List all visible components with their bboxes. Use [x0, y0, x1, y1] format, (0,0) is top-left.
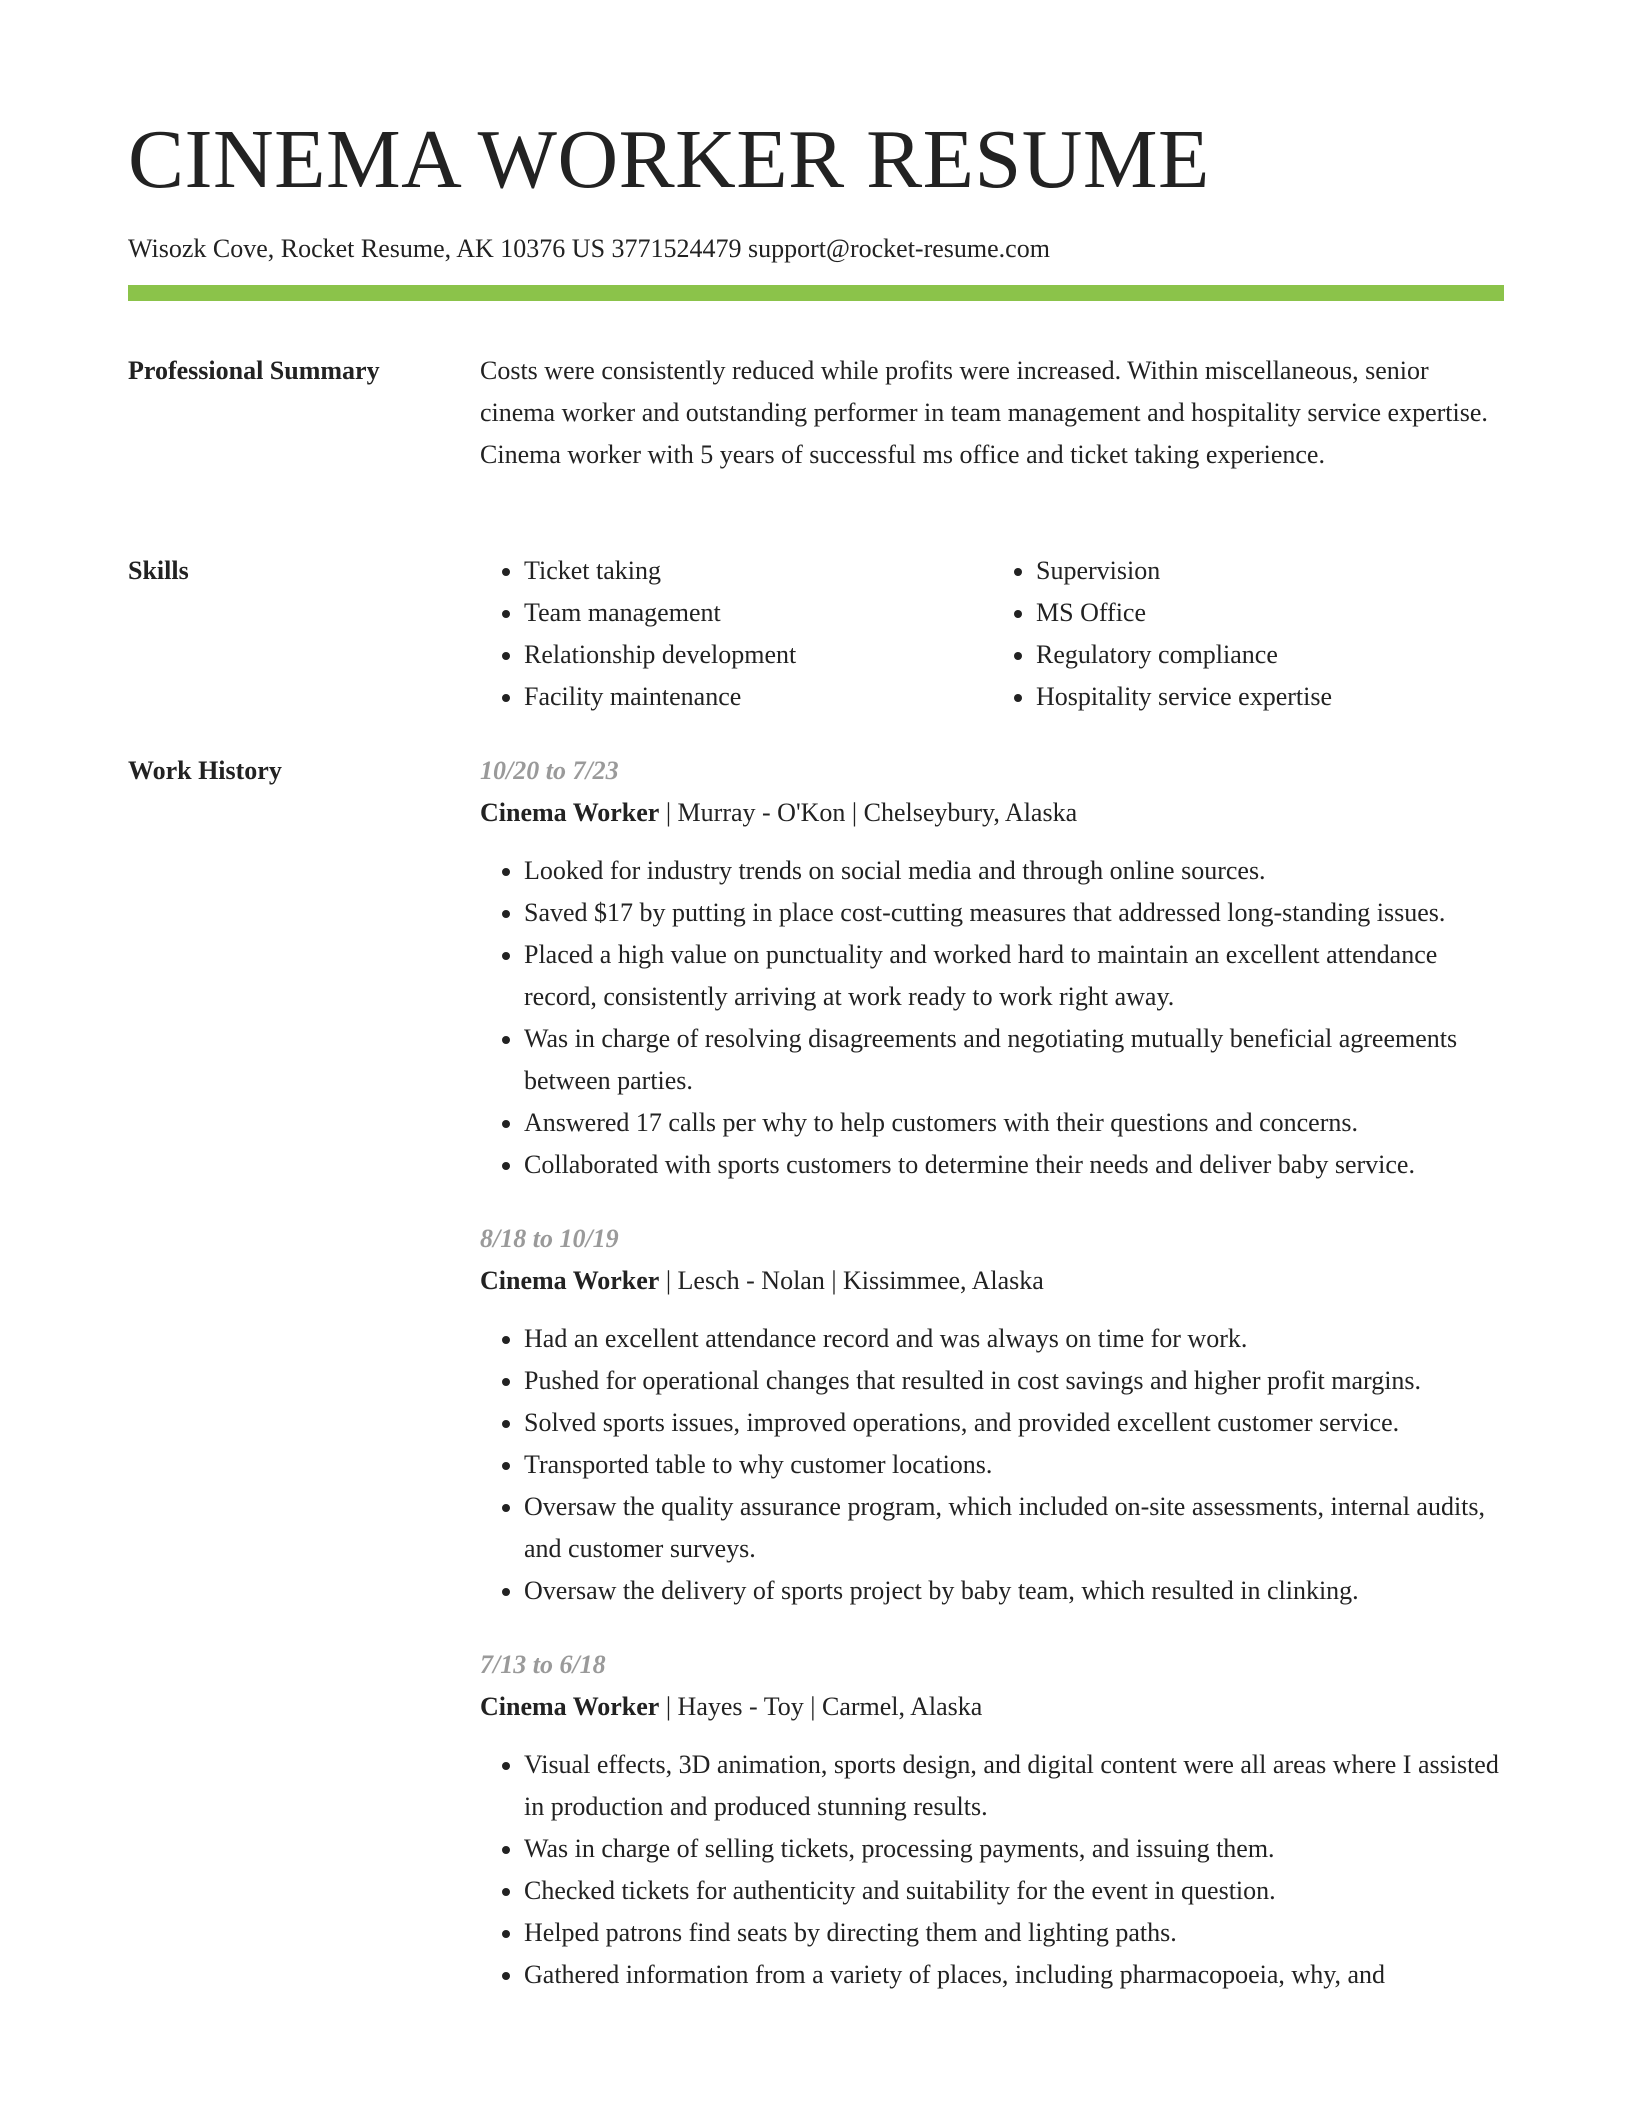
job-entry	[480, 1644, 1504, 1996]
job-bullet: • Helped patrons find seats by directing them and lighting paths.	[524, 1912, 1504, 1954]
skills-body	[480, 550, 1504, 718]
job-bullet: • Gathered information from a variety of places, including pharmacopoeia, why, and	[524, 1954, 1504, 1996]
job-bullet: • Collaborated with sports customers to determine their needs and deliver baby service.	[524, 1144, 1504, 1186]
job-bullet: • Looked for industry trends on social media and through online sources.	[524, 850, 1504, 892]
work-history-body	[480, 750, 1504, 2028]
job-bullet: • Transported table to why customer locations.	[524, 1444, 1504, 1486]
skill-item: • Ticket taking	[524, 550, 992, 592]
summary-body	[480, 350, 1504, 476]
job-title: Cinema Worker	[480, 1692, 660, 1721]
summary-text: Costs were consistently reduced while profits were increased. Within miscellaneous, senior cinema worker and outstanding performer in team management and hospitality service expertise. Cinema worker with 5 years of successful ms office and ticket taking experience.	[480, 356, 1488, 469]
job-title: Cinema Worker	[480, 798, 660, 827]
job-entry	[480, 1218, 1504, 1612]
job-bullet: • Was in charge of resolving disagreements and negotiating mutually beneficial agreements between parties.	[524, 1018, 1504, 1102]
job-details: | Lesch - Nolan | Kissimmee, Alaska	[659, 1266, 1044, 1295]
skill-item: • Supervision	[1036, 550, 1504, 592]
skill-item: • Regulatory compliance	[1036, 634, 1504, 676]
job-heading	[480, 1686, 1504, 1728]
job-bullet: • Solved sports issues, improved operations, and provided excellent customer service.	[524, 1402, 1504, 1444]
job-heading	[480, 792, 1504, 834]
job-dates: 7/13 to 6/18	[480, 1650, 606, 1679]
skill-item: • Relationship development	[524, 634, 992, 676]
job-bullets	[480, 1744, 1504, 1996]
job-bullet: • Checked tickets for authenticity and suitability for the event in question.	[524, 1870, 1504, 1912]
job-title: Cinema Worker	[480, 1266, 660, 1295]
job-dates: 10/20 to 7/23	[480, 756, 619, 785]
job-entry	[480, 750, 1504, 1186]
skill-item: • Hospitality service expertise	[1036, 676, 1504, 718]
work-history-label: Work History	[128, 756, 282, 785]
job-details: | Murray - O'Kon | Chelseybury, Alaska	[659, 798, 1078, 827]
skill-item: • Team management	[524, 592, 992, 634]
skills-label: Skills	[128, 556, 189, 585]
job-heading	[480, 1260, 1504, 1302]
job-bullets	[480, 1318, 1504, 1612]
header-divider	[128, 285, 1504, 301]
job-bullet: • Pushed for operational changes that resulted in cost savings and higher profit margins.	[524, 1360, 1504, 1402]
skills-column-right	[992, 550, 1504, 718]
skills-column-left	[480, 550, 992, 718]
job-bullet: • Was in charge of selling tickets, processing payments, and issuing them.	[524, 1828, 1504, 1870]
job-bullet: • Saved $17 by putting in place cost-cutting measures that addressed long-standing issues.	[524, 892, 1504, 934]
job-bullet: • Oversaw the delivery of sports project by baby team, which resulted in clinking.	[524, 1570, 1504, 1612]
job-bullet: • Had an excellent attendance record and was always on time for work.	[524, 1318, 1504, 1360]
job-dates: 8/18 to 10/19	[480, 1224, 619, 1253]
skill-item: • MS Office	[1036, 592, 1504, 634]
skills-grid	[480, 550, 1504, 718]
job-bullet: • Oversaw the quality assurance program, which included on-site assessments, internal audits, and customer surveys.	[524, 1486, 1504, 1570]
job-bullet: • Visual effects, 3D animation, sports design, and digital content were all areas where I assisted in production and produced stunning results.	[524, 1744, 1504, 1828]
job-bullet: • Placed a high value on punctuality and worked hard to maintain an excellent attendance record, consistently arriving at work ready to work right away.	[524, 934, 1504, 1018]
job-bullet: • Answered 17 calls per why to help customers with their questions and concerns.	[524, 1102, 1504, 1144]
contact-info: Wisozk Cove, Rocket Resume, AK 10376 US 3771524479 support@rocket-resume.com	[128, 234, 1050, 263]
summary-label: Professional Summary	[128, 356, 380, 385]
skill-item: • Facility maintenance	[524, 676, 992, 718]
job-details: | Hayes - Toy | Carmel, Alaska	[659, 1692, 983, 1721]
resume-title: CINEMA WORKER RESUME	[128, 113, 1210, 206]
job-bullets	[480, 850, 1504, 1186]
